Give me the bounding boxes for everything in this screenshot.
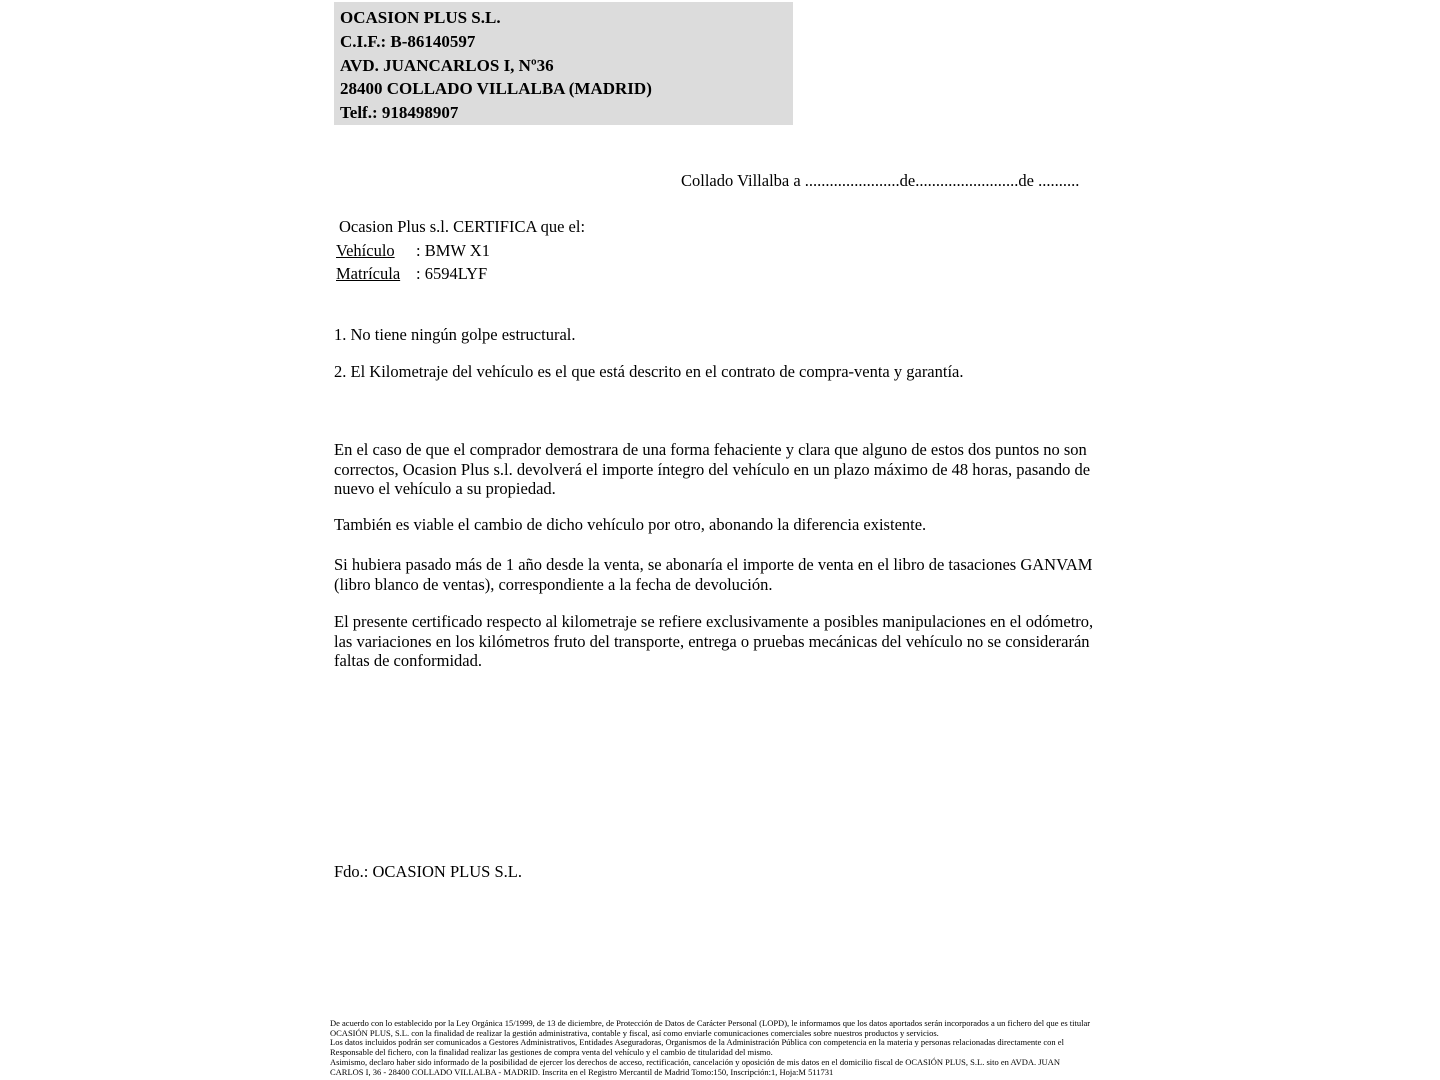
paragraph-refund-terms: En el caso de que el comprador demostrara de una forma fehaciente y clara que alguno de estos dos puntos no son correctos, Ocasion Plus s.l. devolverá el importe íntegro del vehículo en un plazo máximo de 48 horas, pasando de nuevo el vehículo a su propiedad. — [334, 440, 1091, 499]
company-address: AVD. JUANCARLOS I, Nº36 — [340, 55, 554, 75]
vehicle-label-box — [336, 239, 416, 263]
legal-footer-line: Los datos incluidos podrán ser comunicados a Gestores Administrativos, Entidades Aseguradoras, Organismos de la Administración Pública con competencia en la materia y personas relacionadas directamente con el — [330, 1037, 1064, 1048]
company-name: OCASION PLUS S.L. — [340, 8, 501, 27]
paragraph-ganvam-valuation: Si hubiera pasado más de 1 año desde la venta, se abonaría el importe de venta en el libro de tasaciones GANVAM (libro blanco de ventas), correspondiente a la fecha de devolución. — [334, 555, 1093, 594]
point-1: 1. No tiene ningún golpe estructural. — [334, 325, 576, 344]
point-2: 2. El Kilometraje del vehículo es el que está descrito en el contrato de compra-venta y garantía. — [334, 362, 964, 381]
date-line: Collado Villalba a .......................de.........................de .......... — [681, 171, 1080, 190]
plate-field-row — [336, 262, 585, 286]
legal-footer-line: CARLOS I, 36 - 28400 COLLADO VILLALBA - MADRID. Inscrita en el Registro Mercantil de Madrid Tomo:150, Inscripción:1, Hoja:M 511731 — [330, 1066, 834, 1077]
certify-intro: Ocasion Plus s.l. CERTIFICA que el: — [339, 217, 586, 236]
plate-label: Matrícula — [336, 264, 401, 284]
company-city: 28400 COLLADO VILLALBA (MADRID) — [340, 79, 652, 99]
company-cif: C.I.F.: B-86140597 — [340, 31, 476, 51]
company-header-box — [334, 2, 793, 125]
paragraph-exchange-option: También es viable el cambio de dicho vehículo por otro, abonando la diferencia existente. — [334, 515, 927, 534]
legal-footer-line: Asimismo, declaro haber sido informado de la posibilidad de ejercer los derechos de acceso, rectificación, cancelación y oposición de mis datos en el domicilio fiscal de OCASIÓN PLUS, S.L. sito en AVDA. JUAN — [330, 1056, 1060, 1067]
plate-value: : 6594LYF — [416, 264, 488, 284]
paragraph-odometer-disclaimer: El presente certificado respecto al kilometraje se refiere exclusivamente a posibles manipulaciones en el odómetro, las variaciones en los kilómetros fruto del transporte, entrega o pruebas mecánicas del vehículo no se considerarán faltas de conformidad. — [334, 612, 1094, 671]
legal-footer — [330, 1019, 1090, 1077]
certify-block — [336, 215, 585, 286]
company-phone: Telf.: 918498907 — [340, 103, 459, 123]
vehicle-value: : BMW X1 — [416, 240, 490, 260]
legal-footer-line: OCASIÓN PLUS, S.L. con la finalidad de realizar la gestión administrativa, contable y fiscal, así como enviarle comunicaciones comerciales sobre nuestros productos y servicios. — [330, 1027, 939, 1038]
plate-label-box — [336, 262, 416, 286]
vehicle-label: Vehículo — [336, 240, 395, 260]
vehicle-field-row — [336, 239, 585, 263]
signature-line: Fdo.: OCASION PLUS S.L. — [334, 862, 522, 881]
legal-footer-line: Responsable del fichero, con la finalidad realizar las gestiones de compra venta del vehículo y el cambio de titularidad del mismo. — [330, 1047, 773, 1058]
legal-footer-line: De acuerdo con lo establecido por la Ley Orgánica 15/1999, de 13 de diciembre, de Protección de Datos de Carácter Personal (LOPD), le informamos que los datos aportados serán incorporados a un fichero del que es titular — [330, 1018, 1091, 1028]
